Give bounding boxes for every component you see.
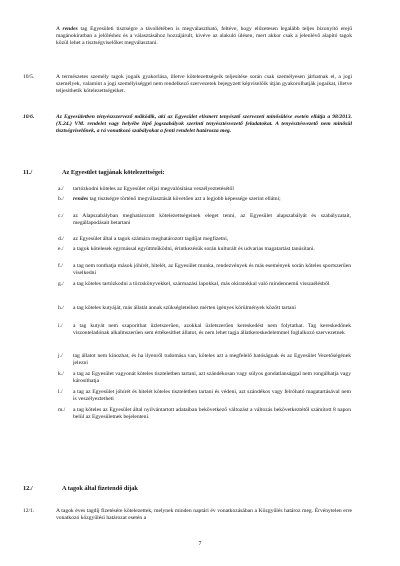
paragraph-10-6: Az Egyesületben tényészszervező működik, aki az Egyesület elismert tenyésztő szervezeti minősülése esetén ellátja a 98/2013.(X.24.) VM. rendelet vagy helyébe lépő jogszabályok szerinti tenyésztésvezető feladatokat. A tenyésztésvezető nem minősül tisztségviselőnek, a rá vonatkozó szabályokat a fenti rendelet határozza meg.: [56, 114, 352, 135]
list-item-text: a tag nem ronthatja mások jóhírét, hitelét, az Egyesület munka, rendezvények és más események során köteles sportszerűen viselkedni: [73, 263, 351, 277]
section-title: A tagok által fizetendő díjak: [62, 485, 138, 492]
paragraph-number: 10/5.: [23, 74, 35, 80]
list-letter: h./: [58, 305, 64, 311]
list-item-text: rendes tag tisztségre történő megválasztását követően azt a legjobb képessége szerint ellátni;: [73, 196, 281, 202]
section-number: 12./: [23, 485, 33, 492]
list-letter: d./: [58, 236, 64, 242]
paragraph-12-1: A tagok éves tagdíj fizetésére kötelezettek, melynek minden naptári év vonatkozásában a Közgyűlés határoz meg. Érvénytelen erre vonatkozó közgyűlési határozat esetén a: [56, 508, 352, 522]
list-letter: c./: [58, 213, 64, 219]
list-letter: k./: [58, 371, 64, 377]
paragraph-10-5: A természetes személy tagok jogaik gyakorlása, illetve kötelezettségeik teljesítése során csak személyesen járhatnak el, a jogi személyek, valamint a jogi személyiséggel nem rendelkező szervezetek bejegyzett képviselőik útján gyakorolhatják jogaikat, illetve teljesíthetik kötelezettségeiket.: [56, 74, 352, 95]
list-item-text: a tagok kötelesek egymással együttműködni, érintkezésük során kulturált és udvarias magatartást tanúsítani.: [73, 246, 315, 252]
list-item-text: a tag köteles az Egyesület által nyilvántartott adataiban bekövetkező változást a változás bekövetkeztétől számított 8 napon belül az Egyesületnek bejelenteni.: [73, 407, 351, 421]
list-item-text: az Egyesület által a tagok számára meghatározott tagdíjat megfizetni,: [73, 236, 229, 242]
list-letter: m./: [58, 407, 66, 413]
paragraph-continuation: A rendes tag Egyesületi tisztségre a távollétében is megválasztható, feltéve, hogy előzetesen legalább teljes bizonyító erejű magánokiratban a jelöléshez és a választásához hozzájárult, kivéve az alakuló ülésen, mert akkor csak a jelenlévő alapító tagok közül lehet a tisztségviselőket megválasztani.: [56, 26, 352, 47]
list-letter: j./: [58, 353, 63, 359]
list-item-text: a tag kutyát nem szaporíthat üzletszerűen, azokkal üzletszerűen kereskedést nem folytathat. Tag kereskedőnek viszonteladónak alkalmszerűen sem értékesíthet állatot, és nem lehet tagja állatkereskedelemmel foglalkozó szervezetnek: [73, 323, 351, 337]
list-item-text: a tag az Egyesület jóhírét és hitelét köteles tiszteletben tartani és védeni, azt szándékos vagy felróható magatartásával nem is veszélyeztetheti: [73, 389, 351, 403]
list-letter: e./: [58, 246, 64, 252]
list-item-text: az Alapszabályban meghatározott kötelezettségeinek eleget tenni, az Egyesület alapszabályát és szabályzatait, megállapodásait betartani: [73, 213, 351, 227]
list-item-text: tag állatot nem kínozhat, és ha ilyenről tudomása van, köteles azt a megfelelő hatóságnak és az Egyesület Vezetőségének jelezni: [73, 353, 351, 367]
paragraph-number: 12/1.: [23, 508, 35, 514]
section-title: Az Egyesület tagjának kötelezettségei:: [62, 169, 165, 176]
list-letter: i./: [58, 323, 63, 329]
page-number: 7: [198, 541, 202, 547]
list-letter: f./: [58, 263, 63, 269]
list-letter: b./: [58, 196, 64, 202]
list-letter: l./: [58, 389, 63, 395]
list-item-text: a tag köteles tartózkodni a törzskönyvekkel, származási lapokkal, más okiratokkal való mindennemű visszaélésből: [73, 281, 330, 287]
paragraph-number: 10/6.: [23, 114, 35, 120]
list-item-text: tartózkodni köteles az Egyesület céljai megvalósítása veszélyeztetésétől: [73, 186, 234, 192]
list-item-text: a tag az Egyesület vagyonát köteles tiszteletben tartani, azt szándékosan vagy súlyos gondatlansággal nem rongálhatja vagy károsíthatja: [73, 371, 351, 385]
section-number: 11./: [23, 169, 33, 176]
list-item-text: a tag köteles kutyáját, más állatát annak szükségleteihez mérten igényes körülmények között tartani: [73, 305, 296, 311]
list-letter: a./: [58, 186, 64, 192]
list-letter: g./: [58, 281, 64, 287]
